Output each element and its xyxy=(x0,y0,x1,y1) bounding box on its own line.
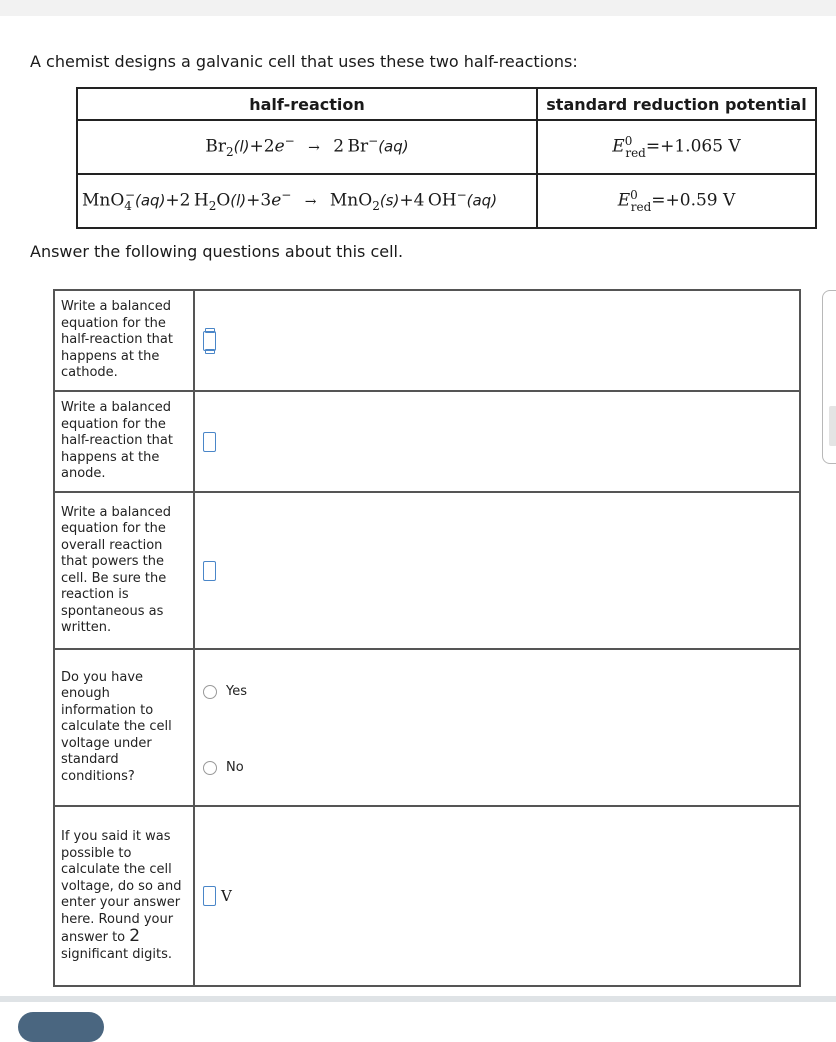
potential-permanganate: $E^0_{red}=+0.59$ V xyxy=(537,174,816,228)
label-no: No xyxy=(226,760,244,775)
reaction-arrow: → xyxy=(308,140,320,157)
answer-cell-voltage xyxy=(194,806,800,986)
reaction-row-bromine xyxy=(77,120,816,174)
bottom-button[interactable] xyxy=(18,1012,104,1042)
overall-equation-input[interactable] xyxy=(203,561,216,581)
answer-cell-anode xyxy=(194,391,800,492)
radio-no[interactable] xyxy=(203,761,217,775)
answer-intro: Answer the following questions about this cell. xyxy=(30,242,404,261)
reaction-arrow: → xyxy=(304,194,317,211)
cathode-equation-input[interactable] xyxy=(203,331,216,351)
answer-cell-overall xyxy=(194,492,800,649)
question-anode: Write a balanced equation for the half-reaction that happens at the anode. xyxy=(54,391,194,492)
question-row-overall xyxy=(54,492,800,649)
option-yes[interactable] xyxy=(203,684,798,699)
answer-cell-enough-info xyxy=(194,649,800,806)
question-overall: Write a balanced equation for the overall reaction that powers the cell. Be sure the reaction is spontaneous as written. xyxy=(54,492,194,649)
potential-bromine: $E^0_{red}=+1.065$ V xyxy=(537,120,816,174)
question-row-enough-info xyxy=(54,649,800,806)
half-reaction-table xyxy=(76,87,817,229)
question-cathode: Write a balanced equation for the half-reaction that happens at the cathode. xyxy=(54,290,194,391)
anode-equation-input[interactable] xyxy=(203,432,216,452)
radio-yes[interactable] xyxy=(203,685,217,699)
top-bar xyxy=(0,0,836,16)
question-row-anode xyxy=(54,391,800,492)
label-yes: Yes xyxy=(226,684,247,699)
half-reaction-bromine: $Br_2(l)+2e^- \to 2$ Br−(aq) xyxy=(77,120,537,174)
bottom-divider xyxy=(0,996,836,1002)
question-row-cell-voltage xyxy=(54,806,800,986)
half-reaction-permanganate: MnO$_4$−(aq)+2 $H_2O(l)+3e^- \to MnO_2(s)+4$ OH−(aq) xyxy=(77,174,537,228)
option-no[interactable] xyxy=(203,760,798,775)
reaction-row-permanganate xyxy=(77,174,816,228)
side-toolbar[interactable] xyxy=(822,290,836,464)
cell-voltage-input[interactable] xyxy=(203,886,216,906)
answer-cell-cathode xyxy=(194,290,800,391)
question-cell-voltage: If you said it was possible to calculate the cell voltage, do so and enter your answer here. Round your answer to 2 significant digits. xyxy=(54,806,194,986)
questions-table xyxy=(53,289,801,987)
intro-text: A chemist designs a galvanic cell that uses these two half-reactions: xyxy=(30,52,578,71)
toolbar-handle[interactable] xyxy=(829,406,836,446)
question-enough-info: Do you have enough information to calculate the cell voltage under standard conditions? xyxy=(54,649,194,806)
header-half-reaction: half-reaction xyxy=(77,88,537,120)
question-row-cathode xyxy=(54,290,800,391)
header-standard-reduction-potential: standard reduction potential xyxy=(537,88,816,120)
unit-volts: V xyxy=(221,887,232,906)
